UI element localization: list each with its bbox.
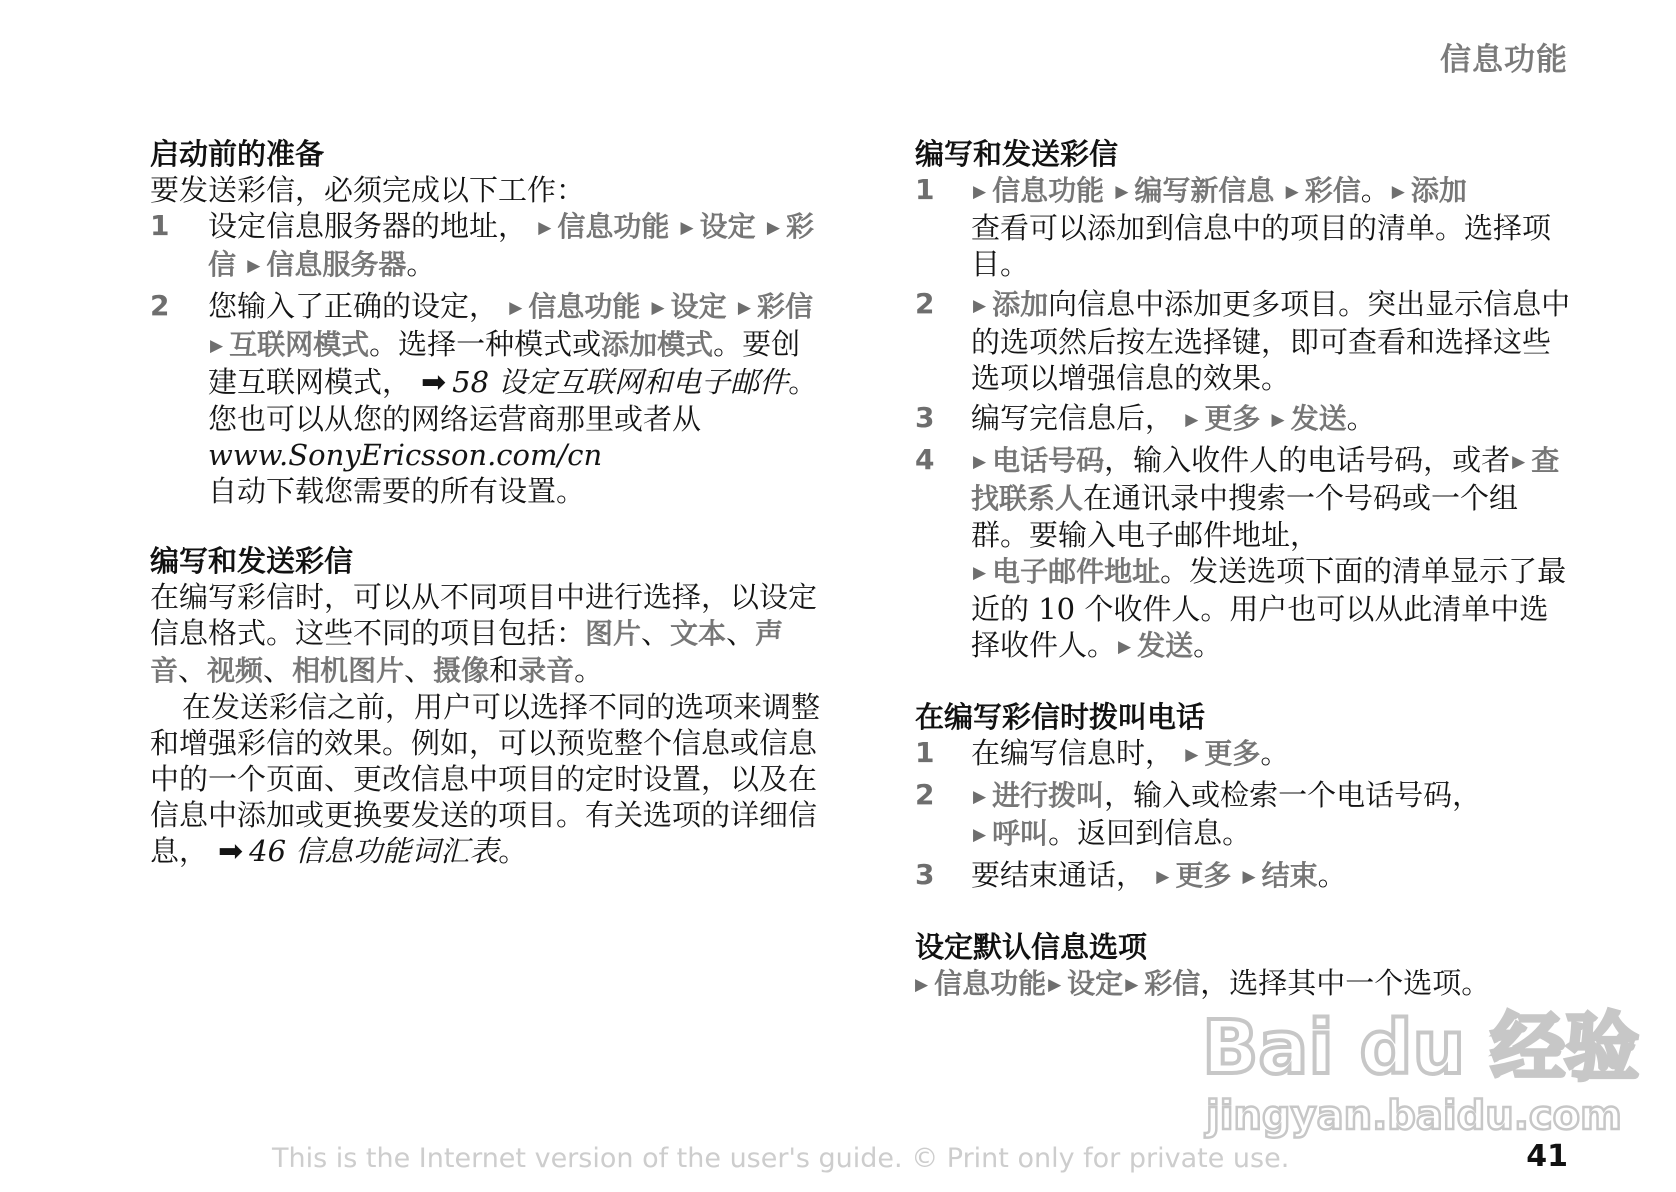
- paragraph-text: 在编写彩信时，可以从不同项目中进行选择，以设定信息格式。这些不同的项目包括：: [150, 580, 818, 650]
- steps-list: [915, 172, 1575, 665]
- step-number: 1: [150, 209, 170, 242]
- item-label: 录音: [518, 654, 575, 687]
- watermark-brand: Bai du 经验: [1202, 1005, 1639, 1091]
- triangle-right-icon: ▶: [1242, 867, 1256, 887]
- step-item: [915, 735, 1575, 773]
- triangle-right-icon: ▶: [1118, 637, 1132, 657]
- menu-path-item: 设定: [670, 290, 727, 323]
- punctuation: 。: [1317, 858, 1347, 892]
- section-compose-send-steps: [915, 136, 1575, 665]
- item-label: 声音: [150, 617, 784, 687]
- step-text: 向信息中添加更多项目。突出显示信息中的选项然后按左选择键，即可查看和选择这些选项以增强信息的效果。: [971, 287, 1571, 395]
- section-title: 在编写彩信时拨叫电话: [915, 700, 1206, 734]
- menu-path-item: 彩信: [756, 290, 813, 323]
- page-reference-link[interactable]: 58 设定互联网和电子邮件: [452, 365, 789, 399]
- punctuation: 、: [404, 653, 434, 687]
- menu-path-item: 信息功能: [528, 290, 641, 323]
- step-number: 2: [915, 287, 935, 320]
- triangle-right-icon: ▶: [973, 452, 987, 472]
- punctuation: 。: [574, 653, 604, 687]
- triangle-right-icon: ▶: [1156, 867, 1170, 887]
- section-call-while-composing: [915, 699, 1575, 895]
- punctuation: 、: [726, 616, 756, 650]
- step-text: ，输入收件人的电话号码，或者: [1104, 443, 1511, 477]
- step-item: [150, 208, 820, 284]
- step-text: 。返回到信息。: [1048, 816, 1252, 850]
- menu-path-item: 电话号码: [992, 444, 1105, 477]
- section-title: 设定默认信息选项: [915, 930, 1148, 964]
- menu-path-item: 呼叫: [992, 817, 1049, 850]
- triangle-right-icon: ▶: [1512, 452, 1526, 472]
- menu-path-item: 添加: [1410, 174, 1467, 207]
- step-text: 在编写信息时，: [971, 736, 1175, 770]
- punctuation: 。: [1346, 401, 1376, 435]
- triangle-right-icon: ▶: [1391, 182, 1405, 202]
- triangle-right-icon: ▶: [1285, 182, 1299, 202]
- menu-path-item: 设定: [699, 210, 756, 243]
- step-number: 2: [915, 778, 935, 811]
- menu-path-item: 信息服务器: [266, 248, 407, 281]
- step-text: 在通讯录中搜索一个号码或一个组群。要输入电子邮件地址，: [971, 481, 1519, 552]
- footer-note: This is the Internet version of the user's guide. © Print only for private use.: [272, 1143, 1290, 1174]
- baidu-jingyan-watermark: [1198, 995, 1639, 1139]
- step-number: 3: [915, 858, 935, 891]
- menu-path-item: 彩信: [208, 210, 814, 281]
- triangle-right-icon: ▶: [210, 336, 224, 356]
- triangle-right-icon: ▶: [509, 298, 523, 318]
- punctuation: 、: [178, 653, 208, 687]
- section-title: 编写和发送彩信: [915, 137, 1119, 171]
- triangle-right-icon: ▶: [1185, 745, 1199, 765]
- running-header: 信息功能: [1440, 42, 1568, 78]
- item-label: 相机图片: [292, 654, 405, 687]
- punctuation: 。: [498, 834, 528, 868]
- menu-path-item: 设定: [1067, 967, 1124, 1000]
- triangle-right-icon: ▶: [1185, 410, 1199, 430]
- section-default-options: [915, 929, 1575, 1003]
- item-label: 文本: [670, 617, 727, 650]
- step-text: 。要创建互联网模式，: [208, 327, 801, 399]
- step-number: 1: [915, 736, 935, 769]
- menu-path-item: 彩信: [1144, 967, 1201, 1000]
- menu-path-item: 更多: [1175, 859, 1232, 892]
- triangle-right-icon: ▶: [1271, 410, 1285, 430]
- paragraph: [150, 579, 820, 689]
- triangle-right-icon: ▶: [538, 218, 552, 238]
- triangle-right-icon: ▶: [766, 218, 780, 238]
- step-text: 。选择一种模式或: [369, 327, 602, 361]
- punctuation: 。: [1360, 173, 1390, 207]
- menu-path-item: 信息功能: [992, 174, 1105, 207]
- triangle-right-icon: ▶: [973, 563, 987, 583]
- step-text: 。发送选项下面的清单显示了最近的 10 个收件人。用户也可以从此清单中选择收件人。: [971, 554, 1567, 662]
- step-number: 2: [150, 289, 170, 322]
- punctuation: 。: [406, 247, 436, 281]
- menu-path-item: 更多: [1204, 402, 1261, 435]
- punctuation: 、: [641, 616, 671, 650]
- page-number: 41: [1526, 1139, 1568, 1174]
- left-column: [150, 136, 820, 904]
- step-item: [915, 172, 1575, 282]
- menu-path-item: 编写新信息: [1134, 174, 1275, 207]
- step-text: ，输入或检索一个电话号码，: [1104, 778, 1482, 812]
- triangle-right-icon: ▶: [680, 218, 694, 238]
- step-text: 设定信息服务器的地址，: [208, 209, 528, 243]
- menu-path-item: 添加: [992, 288, 1049, 321]
- steps-list: [915, 735, 1575, 895]
- triangle-right-icon: ▶: [973, 825, 987, 845]
- step-number: 1: [915, 173, 935, 206]
- item-label: 视频: [207, 654, 264, 687]
- punctuation: 。: [1260, 736, 1290, 770]
- step-item: [915, 442, 1575, 665]
- triangle-right-icon: ▶: [247, 256, 261, 276]
- menu-path-item: 电子邮件地址: [992, 555, 1161, 588]
- step-text: 编写完信息后，: [971, 401, 1175, 435]
- triangle-right-icon: ▶: [1115, 182, 1129, 202]
- item-label: 摄像: [433, 654, 490, 687]
- item-label: 图片: [585, 617, 642, 650]
- right-column: [915, 136, 1575, 1037]
- triangle-right-icon: ▶: [973, 182, 987, 202]
- step-number: 4: [915, 443, 935, 476]
- menu-path-item: 信息功能: [934, 967, 1047, 1000]
- punctuation: 。: [1193, 628, 1223, 662]
- paragraph-text: ，选择其中一个选项。: [1200, 966, 1491, 1000]
- menu-path-item: 发送: [1137, 629, 1194, 662]
- website-url: www.SonyEricsson.com/cn: [208, 438, 603, 472]
- menu-path-item: 添加模式: [601, 328, 714, 361]
- triangle-right-icon: ▶: [973, 787, 987, 807]
- triangle-right-icon: ▶: [1125, 975, 1139, 995]
- step-text: 您输入了正确的设定，: [208, 289, 499, 323]
- menu-path-item: 更多: [1204, 737, 1261, 770]
- menu-path-item: 查找联系人: [971, 444, 1560, 515]
- intro-text: 要发送彩信，必须完成以下工作：: [150, 173, 586, 207]
- conjunction: 和: [489, 653, 519, 687]
- step-text: 查看可以添加到信息中的项目的清单。选择项目。: [971, 211, 1552, 281]
- triangle-right-icon: ▶: [915, 975, 929, 995]
- menu-path-item: 结束: [1261, 859, 1318, 892]
- paragraph-text: 在发送彩信之前，用户可以选择不同的选项来调整和增强彩信的效果。例如，可以预览整个信息或信息中的一个页面、更改信息中项目的定时设置，以及在信息中添加或更换要发送的项目。有关选项的详细信息，: [150, 690, 821, 868]
- step-text: 要结束通话，: [971, 858, 1146, 892]
- menu-path-item: 信息功能: [557, 210, 670, 243]
- pointing-hand-icon: ➡: [218, 834, 244, 869]
- step-item: [150, 288, 820, 509]
- step-number: 3: [915, 401, 935, 434]
- paragraph: [150, 689, 820, 870]
- section-compose-send: [150, 543, 820, 870]
- section-title: 启动前的准备: [150, 137, 325, 171]
- menu-path-item: 发送: [1290, 402, 1347, 435]
- triangle-right-icon: ▶: [973, 296, 987, 316]
- step-item: [915, 286, 1575, 396]
- pointing-hand-icon: ➡: [421, 365, 447, 400]
- step-item: [915, 857, 1575, 895]
- step-text: 。您也可以从您的网络运营商那里或者从: [208, 365, 818, 436]
- menu-path-item: 互联网模式: [229, 328, 370, 361]
- section-preparation: [150, 136, 820, 509]
- triangle-right-icon: ▶: [737, 298, 751, 318]
- step-text: 自动下载您需要的所有设置。: [208, 474, 586, 508]
- triangle-right-icon: ▶: [651, 298, 665, 318]
- step-item: [915, 777, 1575, 853]
- menu-path-item: 彩信: [1304, 174, 1361, 207]
- section-title: 编写和发送彩信: [150, 544, 354, 578]
- watermark-url: jingyan.baidu.com: [1206, 1093, 1622, 1139]
- steps-list: [150, 208, 820, 509]
- page-reference-link[interactable]: 46 信息功能词汇表: [249, 834, 499, 868]
- menu-path-item: 进行拨叫: [992, 779, 1105, 812]
- triangle-right-icon: ▶: [1048, 975, 1062, 995]
- punctuation: 、: [263, 653, 293, 687]
- step-item: [915, 400, 1575, 438]
